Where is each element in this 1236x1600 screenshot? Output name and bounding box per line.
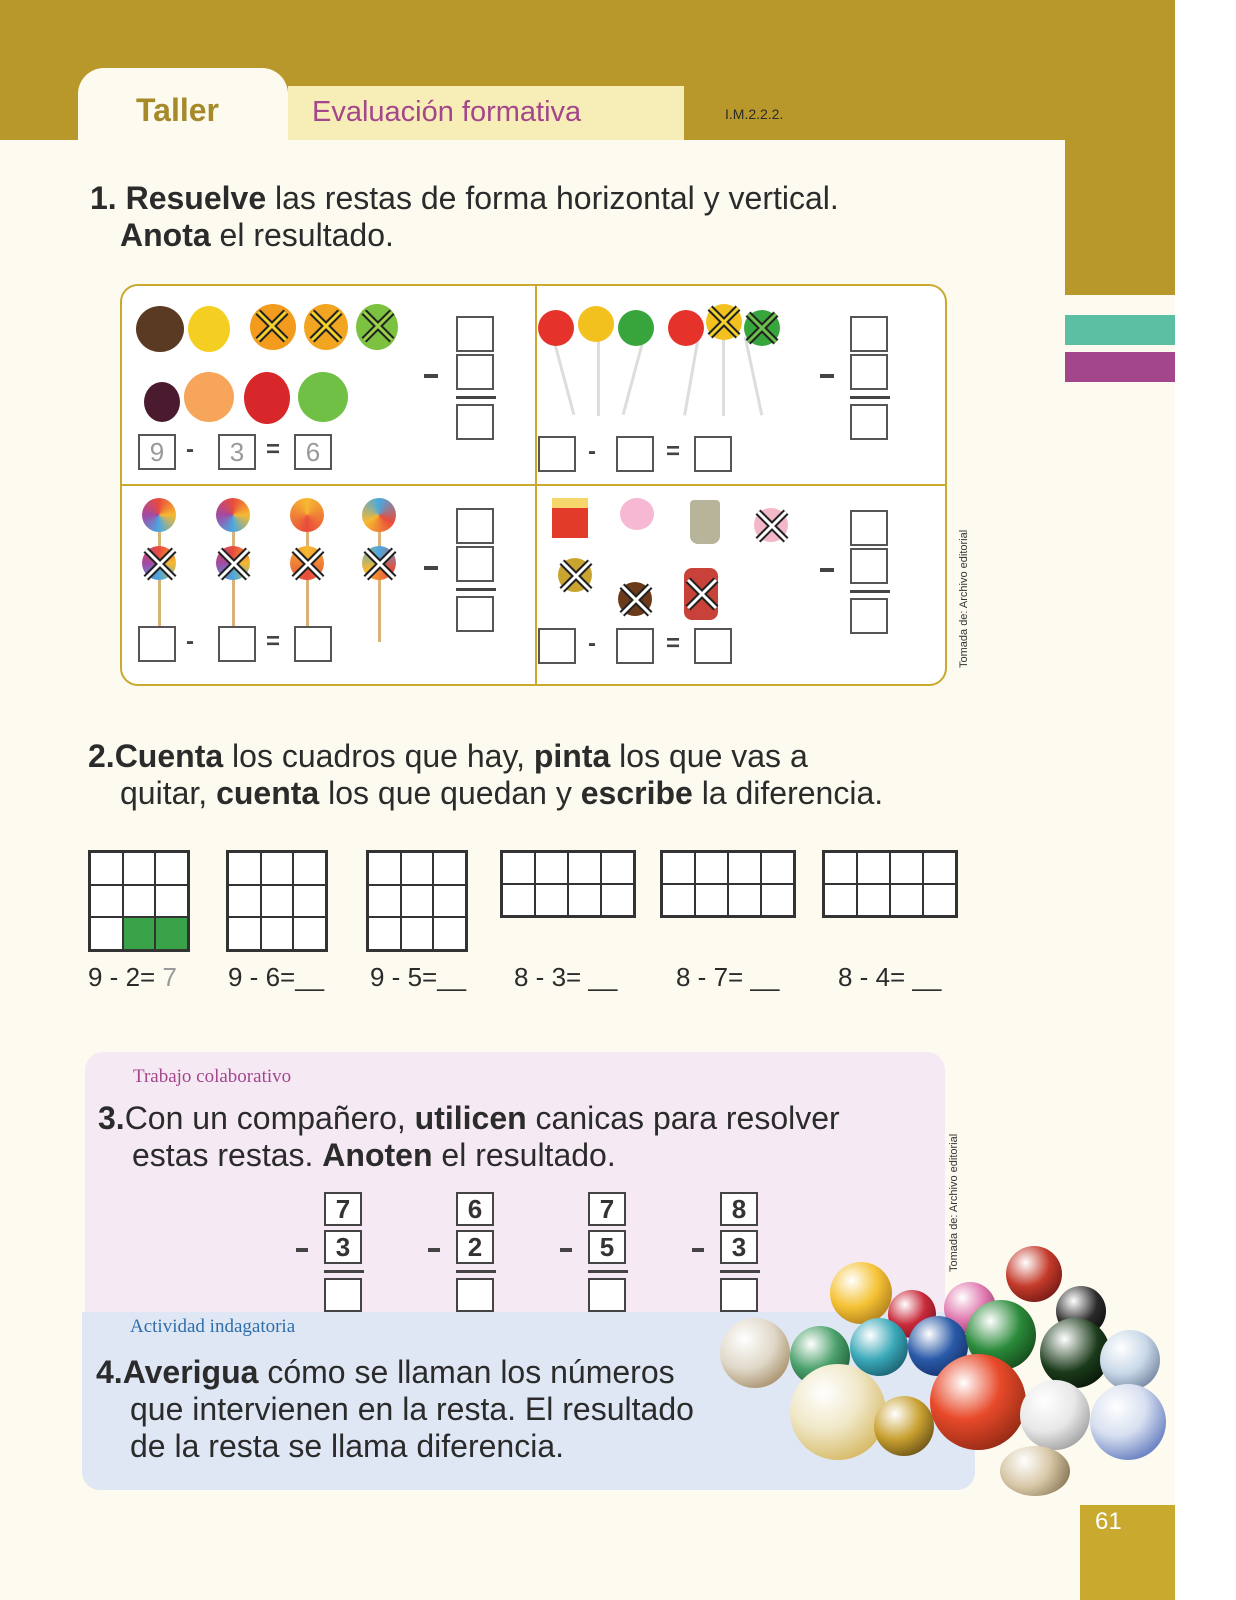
q3-number: 3. [98, 1100, 125, 1136]
curriculum-code: I.M.2.2.2. [725, 106, 784, 122]
q1-instruction [90, 180, 839, 254]
apple-icon [298, 372, 348, 422]
answer-box[interactable] [694, 436, 732, 472]
marble-icon [1020, 1380, 1090, 1450]
vertical-minus [560, 1248, 572, 1252]
square-grid[interactable] [366, 850, 468, 952]
equation-expr: 9 - 5=__ [370, 962, 467, 992]
equation [838, 962, 941, 993]
answer-box[interactable] [616, 436, 654, 472]
answer-box[interactable] [456, 404, 494, 440]
example-box-subtrahend: 3 [218, 434, 256, 470]
q4-number: 4. [96, 1354, 123, 1390]
q3-instruction [98, 1100, 840, 1174]
equation [228, 962, 324, 993]
answer-box[interactable] [850, 548, 888, 584]
square-grid[interactable] [660, 850, 796, 918]
vertical-minus [692, 1248, 704, 1252]
q3-text3: estas restas. [132, 1137, 323, 1173]
cross-icon [682, 574, 722, 614]
answer-box[interactable] [538, 436, 576, 472]
answer-box[interactable] [850, 404, 888, 440]
example-box-difference: 6 [294, 434, 332, 470]
q3-bold-anoten: Anoten [322, 1137, 433, 1173]
sum-bar [324, 1270, 364, 1273]
q2-instruction [88, 738, 883, 812]
equation-expr: 8 - 7= __ [676, 962, 780, 992]
marble-icon [1000, 1446, 1070, 1496]
square-grid[interactable] [88, 850, 190, 952]
magenta-stripe [1065, 352, 1175, 382]
answer-box[interactable] [138, 626, 176, 662]
teal-stripe [1065, 315, 1175, 345]
page-number: 61 [1095, 1508, 1122, 1535]
sum-bar [456, 588, 496, 591]
q1-text2: el resultado. [210, 217, 394, 253]
equals-sign: = [266, 436, 281, 463]
cross-icon [306, 306, 346, 346]
vertical-minus [428, 1248, 440, 1252]
subtrahend-box: 3 [324, 1230, 362, 1264]
marble-icon [830, 1262, 892, 1324]
cross-icon [752, 506, 792, 546]
stick [744, 337, 764, 416]
minuend-box: 8 [720, 1192, 758, 1226]
stick [683, 336, 700, 415]
minus-sign: - [588, 438, 596, 465]
q2-text2: los que vas a [610, 738, 808, 774]
image-credit: Tomada de: Archivo editorial [958, 529, 970, 668]
sum-bar [850, 396, 890, 399]
swirl-lollipop-icon [290, 498, 324, 532]
inquiry-label: Actividad indagatoria [130, 1316, 296, 1337]
popcorn-icon [552, 498, 588, 538]
answer-box[interactable] [694, 628, 732, 664]
answer-box[interactable] [588, 1278, 626, 1312]
subtrahend-box: 5 [588, 1230, 626, 1264]
minuend-box: 7 [324, 1192, 362, 1226]
coconut-icon [136, 306, 184, 352]
tab-evaluacion-label: Evaluación formativa [312, 96, 582, 128]
equation-answer: 7 [162, 962, 177, 992]
q2-bold-cuenta: Cuenta [114, 738, 224, 774]
q2-text3: quitar, [120, 775, 217, 811]
q4-bold-averigua: Averigua [122, 1354, 259, 1390]
square-grid[interactable] [822, 850, 958, 918]
stick [597, 336, 600, 416]
answer-box[interactable] [294, 626, 332, 662]
vertical-minus [820, 374, 834, 378]
answer-box[interactable] [616, 628, 654, 664]
marble-icon [1006, 1246, 1062, 1302]
equals-sign: = [266, 628, 281, 655]
q1-exercise-grid [120, 284, 947, 686]
collaborative-section [85, 1052, 945, 1312]
equation-expr: 8 - 3= __ [514, 962, 618, 992]
marble-icon [790, 1364, 886, 1460]
vertical-minus [820, 568, 834, 572]
q2-number: 2. [88, 738, 115, 774]
q2-text4: los que quedan y [319, 775, 581, 811]
image-credit: Tomada de: Archivo editorial [948, 1133, 960, 1272]
q2-bold-cuenta2: cuenta [216, 775, 320, 811]
square-grid[interactable] [226, 850, 328, 952]
answer-box[interactable] [850, 316, 888, 352]
marble-icon [1100, 1330, 1160, 1390]
sum-bar [456, 1270, 496, 1273]
sum-bar [720, 1270, 760, 1273]
lollipop-icon [578, 306, 614, 342]
cross-icon [288, 544, 328, 584]
minus-sign: - [588, 630, 596, 657]
minus-sign: - [186, 628, 194, 655]
answer-box[interactable] [850, 598, 888, 634]
stick [622, 337, 646, 415]
cotton-candy-icon [620, 498, 654, 530]
minuend-box: 7 [588, 1192, 626, 1226]
equation-expr: 9 - 6=__ [228, 962, 325, 992]
grid-divider-h [122, 484, 945, 486]
cross-icon [358, 306, 398, 346]
equation [88, 962, 177, 993]
q2-bold-pinta: pinta [533, 738, 611, 774]
q4-text2: que intervienen en la resta. El resultado [130, 1391, 694, 1427]
marble-icon [1040, 1318, 1110, 1388]
q4-text3: de la resta se llama diferencia. [130, 1428, 564, 1464]
minuend-box: 6 [456, 1192, 494, 1226]
sum-bar [850, 590, 890, 593]
collaborative-label: Trabajo colaborativo [133, 1066, 292, 1087]
q1-bold-resuelve: Resuelve [125, 180, 267, 216]
square-grid[interactable] [500, 850, 636, 918]
equals-sign: = [666, 630, 681, 657]
lollipop-icon [538, 310, 574, 346]
tab-taller [78, 68, 288, 148]
q2-text1: los cuadros que hay, [223, 738, 534, 774]
stick [552, 337, 576, 415]
swirl-lollipop-icon [216, 498, 250, 532]
answer-box[interactable] [538, 628, 576, 664]
cross-icon [556, 556, 596, 596]
cross-icon [140, 544, 180, 584]
sum-bar [588, 1270, 628, 1273]
minus-sign: - [186, 436, 194, 463]
plum-icon [144, 382, 180, 422]
tab-taller-label: Taller [136, 92, 219, 128]
q1-number: 1. [90, 180, 117, 216]
side-band [1065, 0, 1175, 295]
lemon-icon [188, 306, 230, 352]
marble-icon [874, 1396, 934, 1456]
answer-box[interactable] [456, 508, 494, 544]
swirl-lollipop-icon [142, 498, 176, 532]
vertical-minus [296, 1248, 308, 1252]
answer-box[interactable] [324, 1278, 362, 1312]
answer-box[interactable] [456, 354, 494, 390]
equation [370, 962, 466, 993]
equation-expr: 9 - 2= [88, 962, 163, 992]
answer-box[interactable] [456, 546, 494, 582]
marble-icon [720, 1318, 790, 1388]
q2-bold-escribe: escribe [580, 775, 693, 811]
vertical-minus [424, 374, 438, 378]
strawberry-icon [244, 372, 290, 424]
q4-instruction [96, 1354, 694, 1465]
cross-icon [360, 544, 400, 584]
q2-text5: la diferencia. [692, 775, 884, 811]
tab-evaluacion [288, 86, 684, 140]
q3-text4: el resultado. [432, 1137, 616, 1173]
peach-icon [184, 372, 234, 422]
q4-text1: cómo se llaman los números [258, 1354, 675, 1390]
lollipop-icon [618, 310, 654, 346]
answer-box[interactable] [850, 510, 888, 546]
lollipop-icon [668, 310, 704, 346]
page-margin [1175, 0, 1236, 1600]
milkshake-icon [690, 500, 720, 544]
q3-bold-utilicen: utilicen [414, 1100, 527, 1136]
stick [722, 336, 725, 416]
marble-icon [1090, 1384, 1166, 1460]
answer-box[interactable] [850, 354, 888, 390]
equation [514, 962, 617, 993]
example-box-minuend: 9 [138, 434, 176, 470]
marble-icon [930, 1354, 1026, 1450]
vertical-minus [424, 566, 438, 570]
cross-icon [616, 580, 656, 620]
q3-text2: canicas para resolver [526, 1100, 840, 1136]
cross-icon [742, 308, 782, 348]
answer-box[interactable] [456, 1278, 494, 1312]
equation [676, 962, 779, 993]
sum-bar [456, 396, 496, 399]
cross-icon [704, 302, 744, 342]
swirl-lollipop-icon [362, 498, 396, 532]
subtrahend-box: 2 [456, 1230, 494, 1264]
q3-text1: Con un compañero, [124, 1100, 415, 1136]
answer-box[interactable] [456, 596, 494, 632]
q1-bold-anota: Anota [120, 217, 211, 253]
marble-icon [850, 1318, 908, 1376]
cross-icon [214, 544, 254, 584]
q1-text1: las restas de forma horizontal y vertical. [266, 180, 839, 216]
equals-sign: = [666, 438, 681, 465]
answer-box[interactable] [456, 316, 494, 352]
answer-box[interactable] [218, 626, 256, 662]
subtrahend-box: 3 [720, 1230, 758, 1264]
answer-box[interactable] [720, 1278, 758, 1312]
equation-expr: 8 - 4= __ [838, 962, 942, 992]
cross-icon [252, 306, 292, 346]
